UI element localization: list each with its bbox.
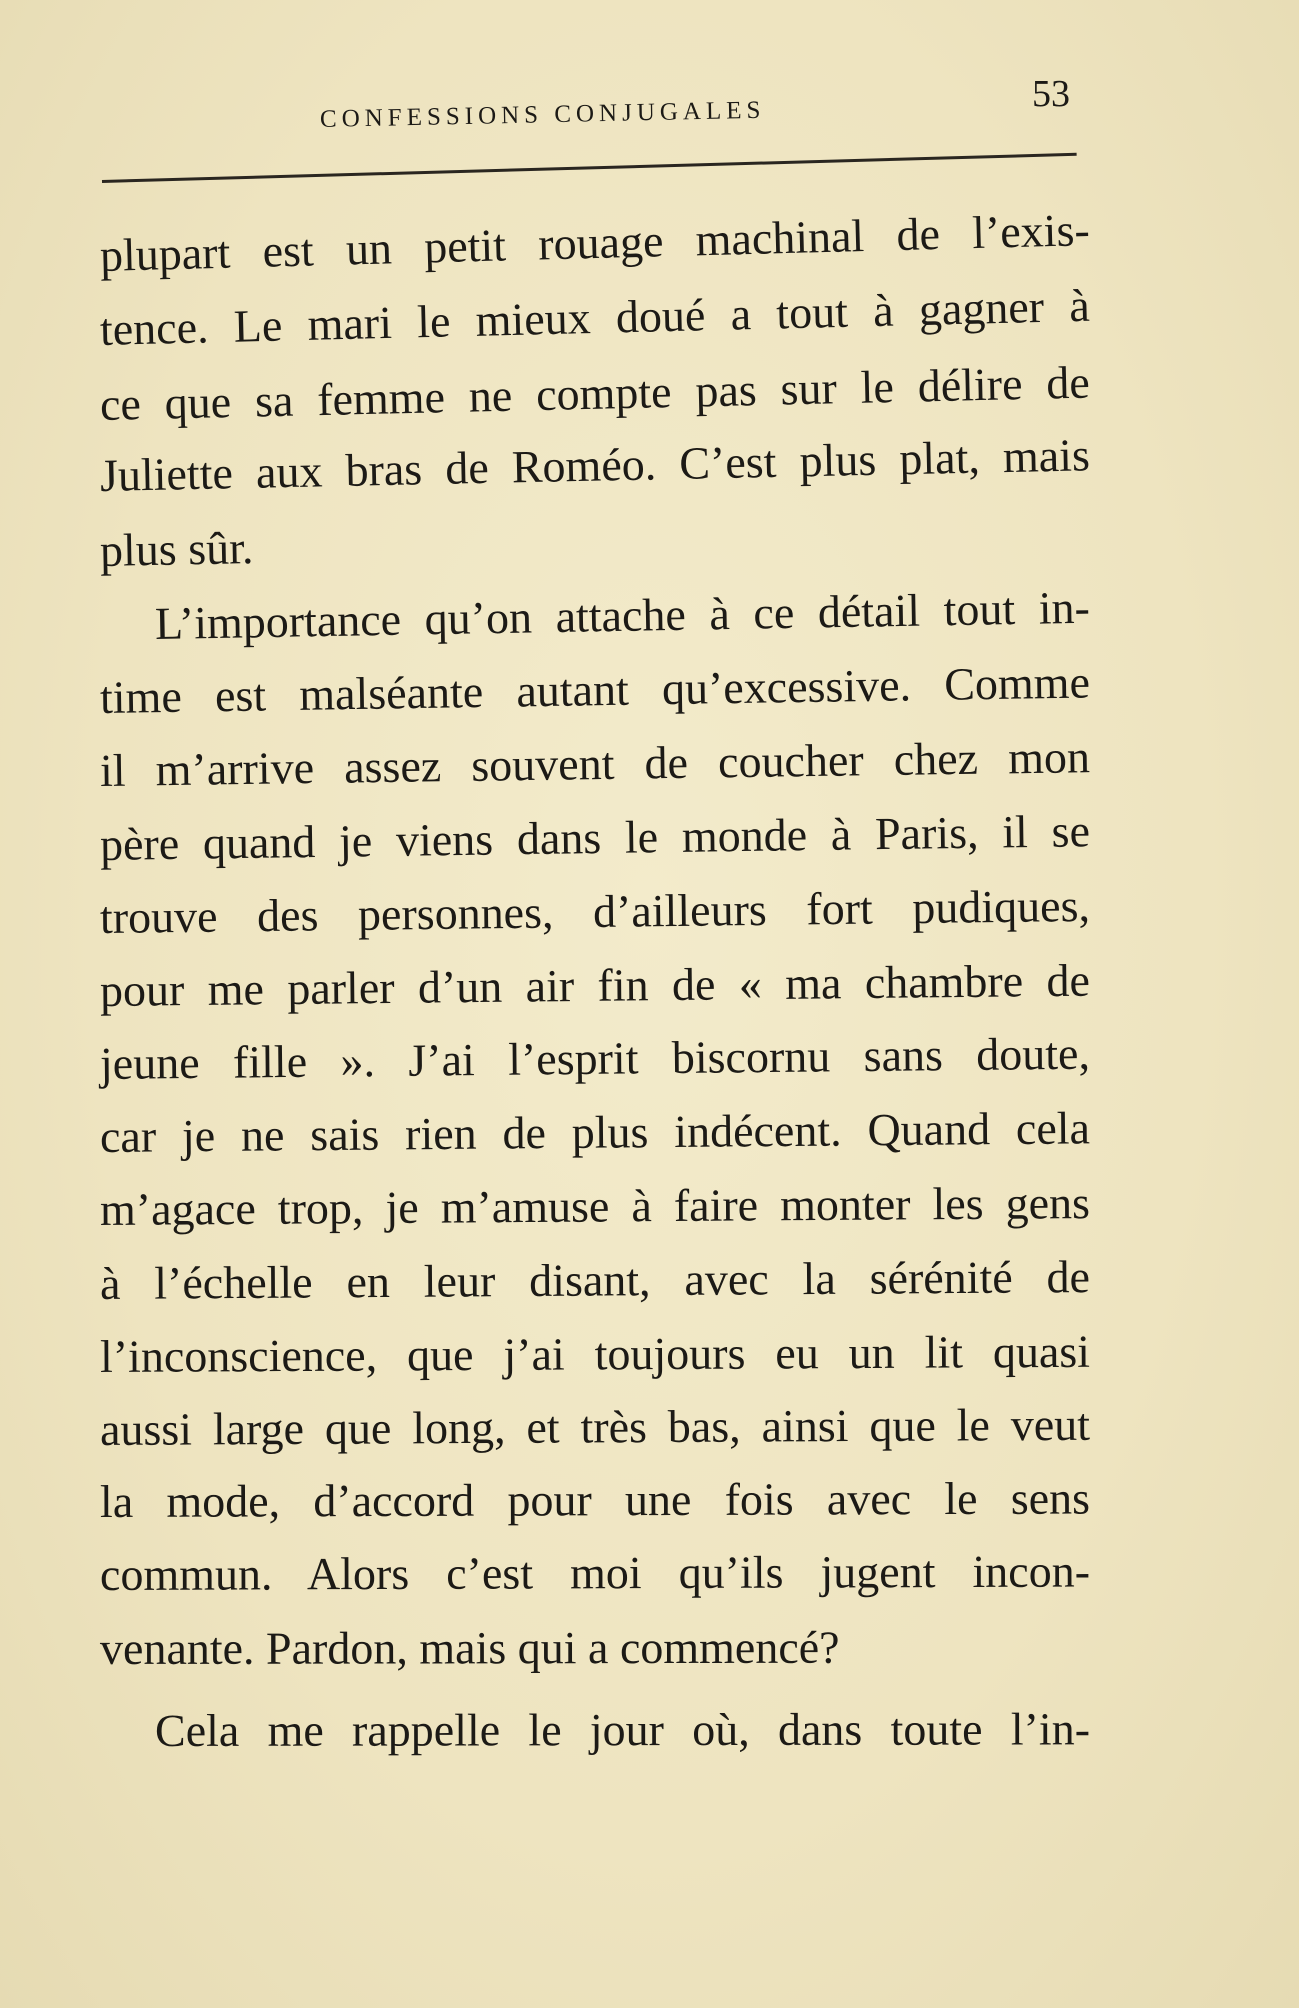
running-title: CONFESSIONS CONJUGALES — [319, 96, 766, 133]
text-line: aussi large que long, et très bas, ainsi que le veut — [99, 1398, 1091, 1455]
text-line: Cela me rappelle le jour où, dans toute l’in- — [154, 1703, 1091, 1756]
text-line: car je ne sais rien de plus indécent. Quand cela — [99, 1102, 1091, 1162]
text-line: venante. Pardon, mais qui a commencé? — [99, 1621, 840, 1674]
text-line: jeune fille ». J’ai l’esprit biscornu sans doute, — [99, 1027, 1091, 1089]
text-line: l’inconscience, que j’ai toujours eu un lit quasi — [99, 1325, 1091, 1382]
text-line: pour me parler d’un air fin de « ma chambre de — [99, 954, 1091, 1016]
text-line: la mode, d’accord pour une fois avec le sens — [99, 1472, 1091, 1527]
text-line: il m’arrive assez souvent de coucher chez mon — [99, 731, 1091, 796]
text-line: trouve des personnes, d’ailleurs fort pudiques, — [99, 879, 1091, 943]
text-line: m’agace trop, je m’amuse à faire monter les gens — [99, 1177, 1091, 1235]
page-number: 53 — [1032, 73, 1070, 115]
text-line: tence. Le mari le mieux doué a tout à gagner à — [99, 279, 1091, 355]
header-rule — [102, 153, 1077, 183]
text-line: plus sûr. — [99, 522, 254, 576]
text-line: plupart est un petit rouage machinal de l’exis- — [99, 204, 1091, 281]
text-line: time est malséante autant qu’excessive. Comme — [99, 656, 1091, 723]
text-line: L’importance qu’on attache à ce détail tout in- — [154, 581, 1091, 649]
text-line: à l’échelle en leur disant, avec la sérénité de — [99, 1251, 1091, 1309]
text-line: Juliette aux bras de Roméo. C’est plus plat, mais — [99, 429, 1091, 501]
text-line: commun. Alors c’est moi qu’ils jugent incon- — [99, 1545, 1091, 1600]
text-line: père quand je viens dans le monde à Paris, il se — [99, 805, 1091, 870]
text-line: ce que sa femme ne compte pas sur le délire de — [99, 356, 1091, 430]
